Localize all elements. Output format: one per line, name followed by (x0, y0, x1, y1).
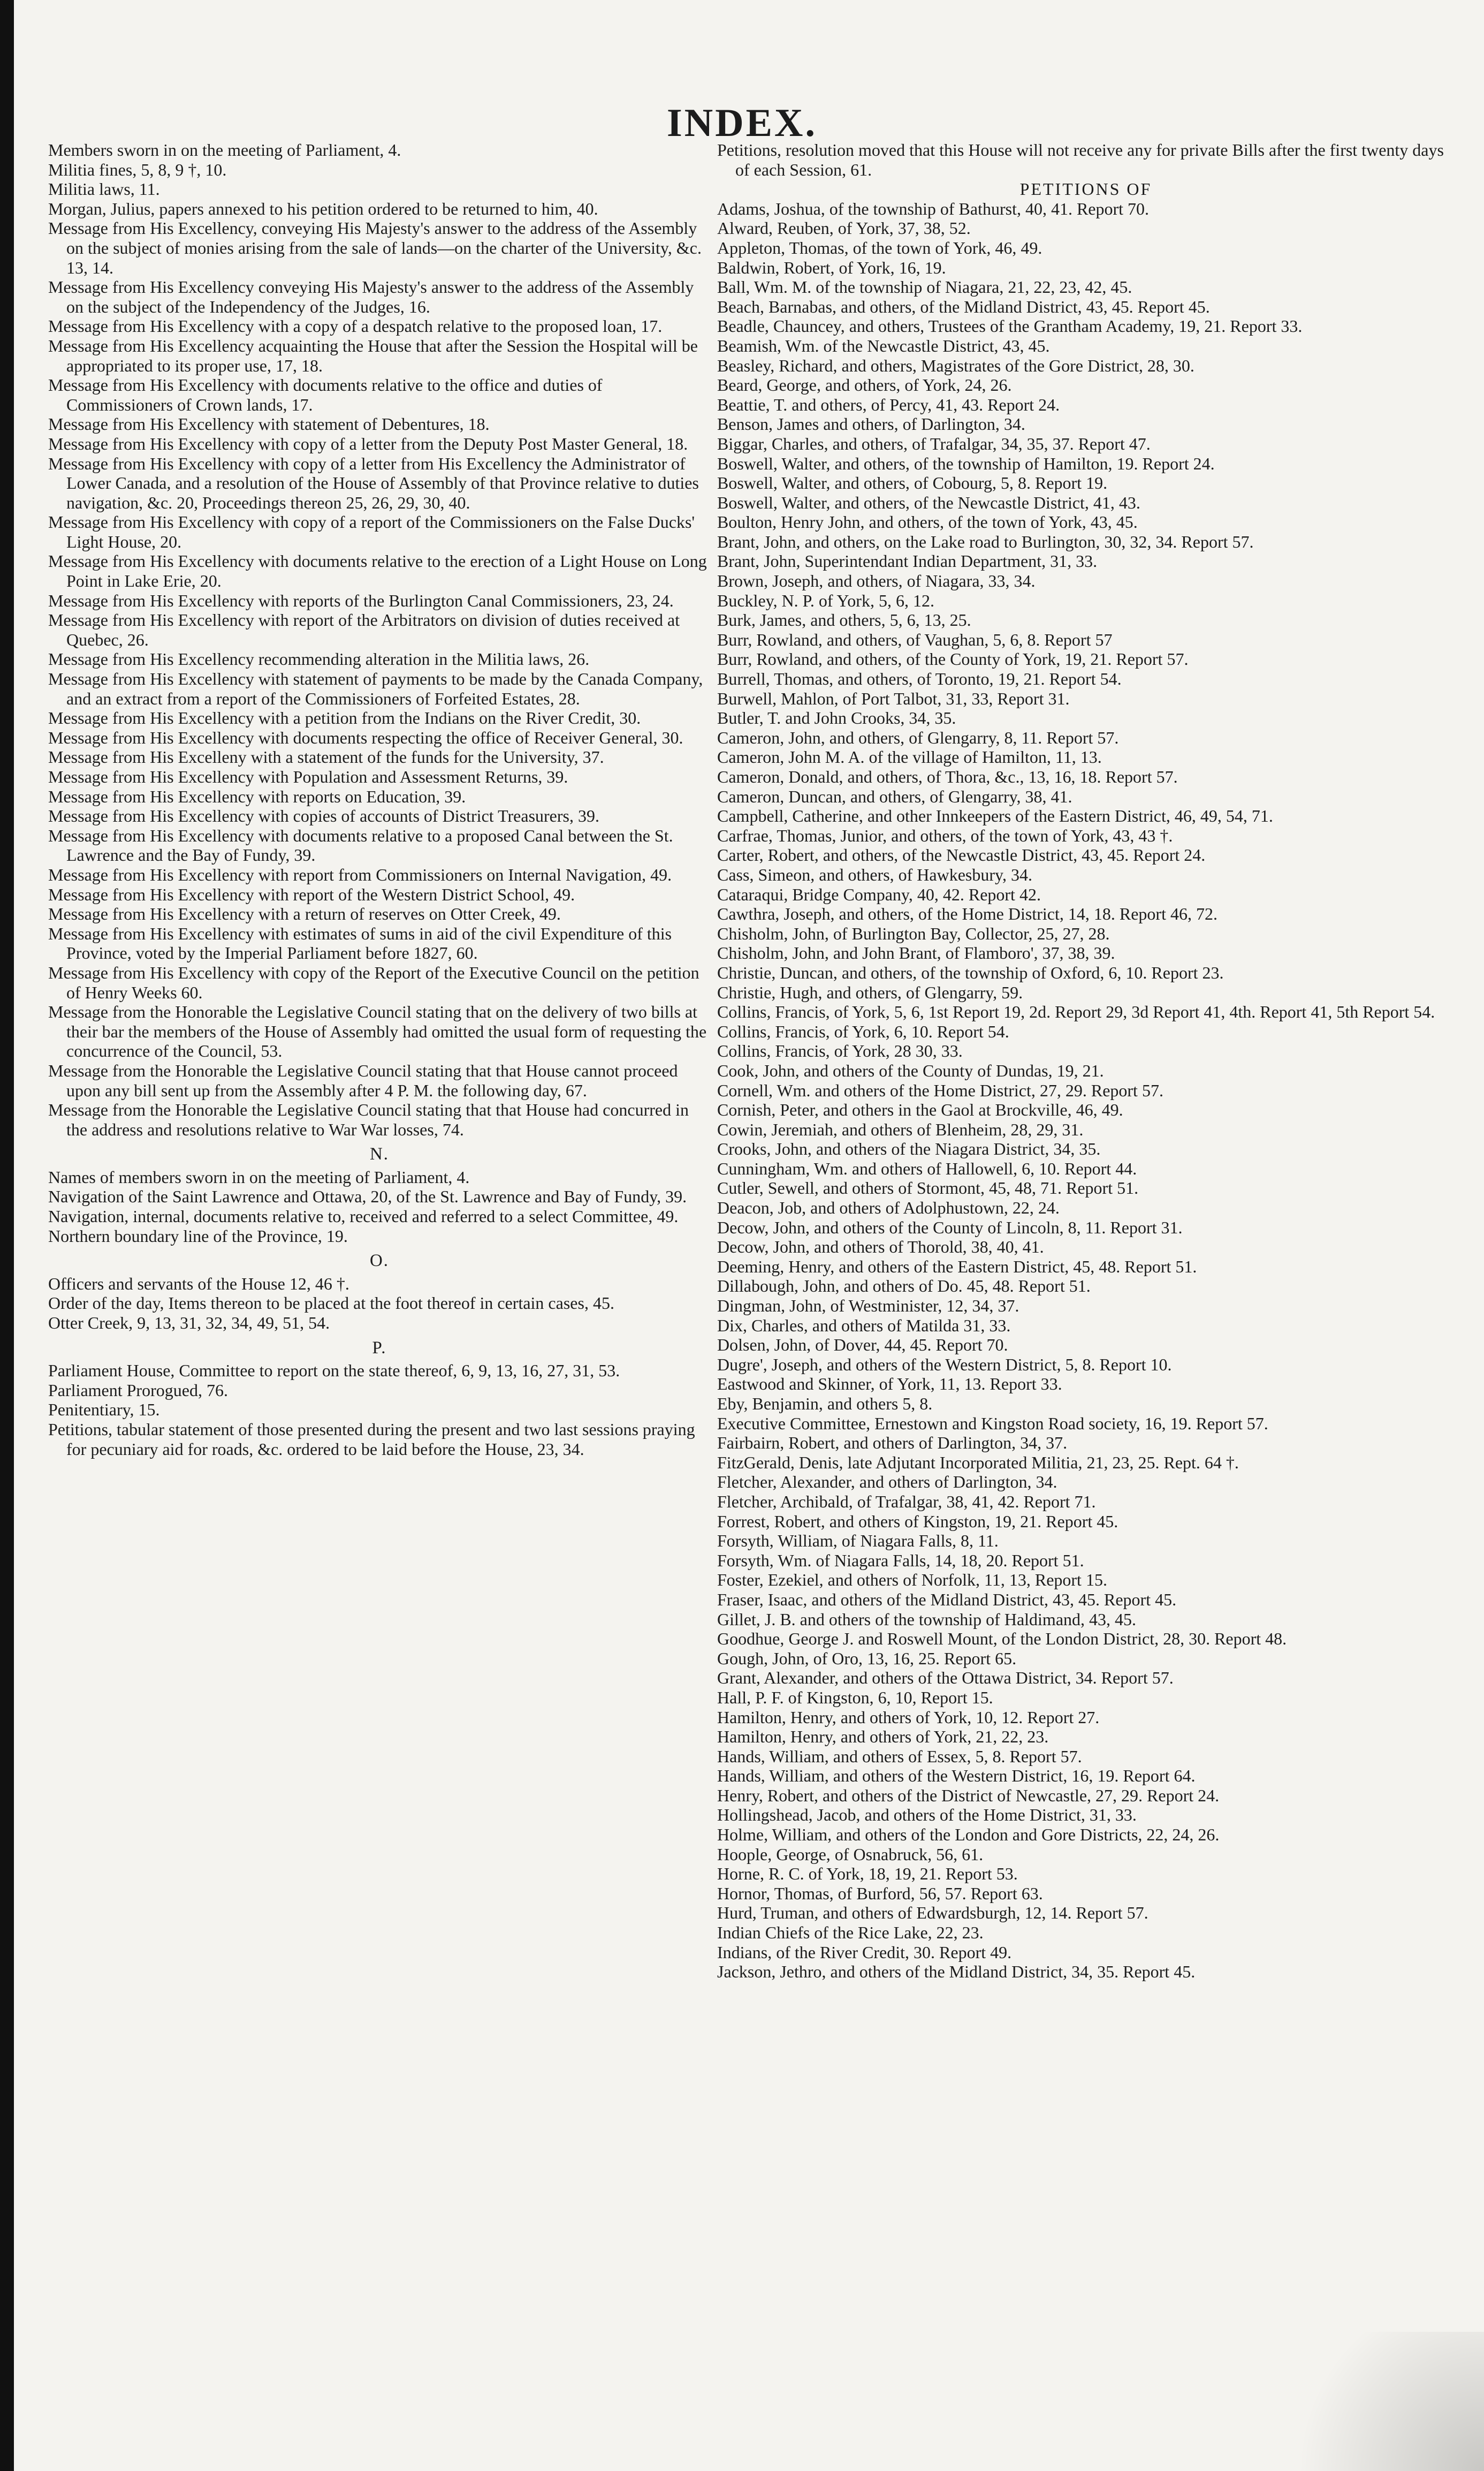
index-entry: Carter, Robert, and others, of the Newcastle District, 43, 45. Report 24. (717, 845, 1206, 865)
index-entry: Cunningham, Wm. and others of Hallowell, 6, 10. Report 44. (717, 1158, 1137, 1178)
index-entry: Message from His Excellency acquainting the House that after the Session the Hospital will be appropriated to its proper use, 17, 18. (48, 336, 698, 375)
index-entry: Foster, Ezekiel, and others of Norfolk, 11, 13, Report 15. (717, 1570, 1107, 1590)
index-entry: Hoople, George, of Osnabruck, 56, 61. (717, 1844, 984, 1864)
index-entry: Biggar, Charles, and others, of Trafalgar, 34, 35, 37. Report 47. (717, 434, 1151, 453)
index-entry: Hurd, Truman, and others of Edwardsburgh, 12, 14. Report 57. (717, 1903, 1148, 1923)
index-entry: Message from His Excellency with copies of accounts of District Treasurers, 39. (48, 806, 599, 826)
index-entry: Gillet, J. B. and others of the township of Haldimand, 43, 45. (717, 1609, 1137, 1629)
index-entry: Message from His Excellency with copy of a report of the Commissioners on the False Ducks' Light House, 20. (48, 512, 695, 551)
index-entry: Message from the Honorable the Legislative Council stating that that House cannot proceed upon any bill sent up from the Assembly after 4 P. M. the following day, 67. (48, 1060, 678, 1100)
index-entry: Message from His Excellency conveying His Majesty's answer to the address of the Assembly on the subject of the Independency of the Judges, 16. (48, 277, 694, 316)
index-entry: Dillabough, John, and others of Do. 45, 48. Report 51. (717, 1276, 1091, 1296)
index-entry: Chisholm, John, and John Brant, of Flamboro', 37, 38, 39. (717, 943, 1115, 963)
index-entry: Forsyth, Wm. of Niagara Falls, 14, 18, 20. Report 51. (717, 1550, 1084, 1570)
index-entry: Fairbairn, Robert, and others of Darlington, 34, 37. (717, 1433, 1068, 1453)
index-entry: Message from His Excellency with Population and Assessment Returns, 39. (48, 767, 568, 786)
index-entry: Baldwin, Robert, of York, 16, 19. (717, 257, 946, 277)
index-entry: Cataraqui, Bridge Company, 40, 42. Report 42. (717, 884, 1041, 904)
index-entry: Adams, Joshua, of the township of Bathurst, 40, 41. Report 70. (717, 199, 1150, 218)
index-entry: Cameron, John M. A. of the village of Hamilton, 11, 13. (717, 747, 1102, 767)
index-entry: Carfrae, Thomas, Junior, and others, of the town of York, 43, 43 †. (717, 825, 1173, 845)
index-entry: Message from His Excellency with documents respecting the office of Receiver General, 30. (48, 727, 683, 747)
section-letter: O. (369, 1251, 390, 1271)
index-entry: Christie, Duncan, and others, of the township of Oxford, 6, 10. Report 23. (717, 962, 1224, 982)
index-entry: Cornish, Peter, and others in the Gaol at Brockville, 46, 49. (717, 1100, 1123, 1120)
index-entry: Brown, Joseph, and others, of Niagara, 33, 34. (717, 571, 1036, 591)
index-entry: Otter Creek, 9, 13, 31, 32, 34, 49, 51, 54. (48, 1313, 330, 1333)
index-entry: Message from His Excellency with report of the Western District School, 49. (48, 884, 575, 904)
index-entry: Order of the day, Items thereon to be placed at the foot thereof in certain cases, 45. (48, 1293, 614, 1313)
index-entry: Hornor, Thomas, of Burford, 56, 57. Report 63. (717, 1883, 1043, 1903)
index-entry: Members sworn in on the meeting of Parliament, 4. (48, 140, 401, 160)
index-entry: Fletcher, Alexander, and others of Darlington, 34. (717, 1472, 1057, 1492)
index-entry: Parliament Prorogued, 76. (48, 1380, 228, 1400)
index-entry: Hamilton, Henry, and others of York, 21, 22, 23. (717, 1727, 1049, 1747)
index-entry: Message from the Honorable the Legislative Council stating that on the delivery of two bills at their bar the members of the House of Assembly had omitted the usual form of requesting the concurrence of the Council, 53. (48, 1002, 707, 1061)
index-entry: Message from His Excellency with copy of the Report of the Executive Council on the petition of Henry Weeks 60. (48, 962, 699, 1002)
index-entry: Message from His Excellency with reports of the Burlington Canal Commissioners, 23, 24. (48, 590, 674, 610)
index-entry: Hamilton, Henry, and others of York, 10, 12. Report 27. (717, 1707, 1100, 1727)
index-entry: Beamish, Wm. of the Newcastle District, 43, 45. (717, 336, 1050, 355)
index-entry: Burwell, Mahlon, of Port Talbot, 31, 33, Report 31. (717, 688, 1070, 708)
index-entry: Cowin, Jeremiah, and others of Blenheim, 28, 29, 31. (717, 1119, 1084, 1139)
index-entry: Deeming, Henry, and others of the Eastern District, 45, 48. Report 51. (717, 1256, 1197, 1276)
section-letter: N. (369, 1144, 390, 1164)
index-entry: Message from His Excellency with a return of reserves on Otter Creek, 49. (48, 904, 561, 924)
index-entry: Message from His Excellency, conveying His Majesty's answer to the address of the Assembly on the subject of monies arising from the sale of lands—on the charter of the University, &c. 13, 14. (48, 218, 702, 277)
index-entry: Crooks, John, and others of the Niagara District, 34, 35. (717, 1139, 1101, 1159)
index-entry: Collins, Francis, of York, 6, 10. Report 54. (717, 1021, 1009, 1041)
index-entry: Message from His Excellency with copy of a letter from His Excellency the Administrator of Lower Canada, and a resolution of the House of Assembly of that Province relative to duties navigation, &c. 20, Proceedings thereon 25, 26, 29, 30, 40. (48, 453, 699, 512)
index-entry: Horne, R. C. of York, 18, 19, 21. Report 53. (717, 1864, 1018, 1884)
index-entry: Message from His Excellency with report of the Arbitrators on division of duties received at Quebec, 26. (48, 610, 680, 649)
index-entry: Brant, John, and others, on the Lake road to Burlington, 30, 32, 34. Report 57. (717, 532, 1254, 551)
right-column (717, 140, 1455, 2431)
index-entry: Names of members sworn in on the meeting of Parliament, 4. (48, 1167, 470, 1187)
index-entry: Cameron, Duncan, and others, of Glengarry, 38, 41. (717, 786, 1072, 806)
index-entry: Henry, Robert, and others of the District of Newcastle, 27, 29. Report 24. (717, 1785, 1220, 1805)
index-entry: Eby, Benjamin, and others 5, 8. (717, 1394, 933, 1413)
index-entry: Executive Committee, Ernestown and Kingston Road society, 16, 19. Report 57. (717, 1413, 1268, 1433)
index-entry: Burrell, Thomas, and others, of Toronto, 19, 21. Report 54. (717, 669, 1122, 689)
index-entry: Navigation, internal, documents relative to, received and referred to a select Committee, 49. (48, 1207, 679, 1226)
index-entry: Goodhue, George J. and Roswell Mount, of the London District, 28, 30. Report 48. (717, 1629, 1287, 1649)
index-entry: Collins, Francis, of York, 28 30, 33. (717, 1041, 963, 1061)
index-entry: Hands, William, and others of Essex, 5, 8. Report 57. (717, 1746, 1082, 1766)
index-entry: Dix, Charles, and others of Matilda 31, 33. (717, 1315, 1011, 1335)
index-entry: Indian Chiefs of the Rice Lake, 22, 23. (717, 1923, 984, 1943)
index-entry: Parliament House, Committee to report on the state thereof, 6, 9, 13, 16, 27, 31, 53. (48, 1361, 620, 1381)
paper-stain (1259, 2332, 1484, 2471)
index-entry: Indians, of the River Credit, 30. Report 49. (717, 1942, 1012, 1962)
index-entry: Forsyth, William, of Niagara Falls, 8, 11. (717, 1531, 999, 1551)
index-entry: Boswell, Walter, and others, of Cobourg, 5, 8. Report 19. (717, 473, 1108, 493)
index-entry: Jackson, Jethro, and others of the Midland District, 34, 35. Report 45. (717, 1962, 1196, 1982)
index-entry: Boulton, Henry John, and others, of the town of York, 43, 45. (717, 512, 1138, 532)
index-entry: Decow, John, and others of the County of Lincoln, 8, 11. Report 31. (717, 1217, 1183, 1237)
index-entry: Eastwood and Skinner, of York, 11, 13. Report 33. (717, 1374, 1062, 1394)
index-entry: Cameron, Donald, and others, of Thora, &c., 13, 16, 18. Report 57. (717, 767, 1178, 786)
index-entry: Cawthra, Joseph, and others, of the Home District, 14, 18. Report 46, 72. (717, 904, 1217, 924)
index-entry: Officers and servants of the House 12, 46 †. (48, 1274, 349, 1293)
index-entry: Gough, John, of Oro, 13, 16, 25. Report 65. (717, 1648, 1017, 1668)
index-entry: Navigation of the Saint Lawrence and Ottawa, 20, of the St. Lawrence and Bay of Fundy, 39. (48, 1187, 687, 1207)
index-entry: Cass, Simeon, and others, of Hawkesbury, 34. (717, 865, 1032, 884)
index-entry: Campbell, Catherine, and other Innkeepers of the Eastern District, 46, 49, 54, 71. (717, 806, 1273, 826)
index-entry: Dingman, John, of Westminister, 12, 34, 37. (717, 1296, 1019, 1316)
index-entry: Northern boundary line of the Province, 19. (48, 1226, 348, 1246)
index-entry: Message from His Excellency with statement of Debentures, 18. (48, 414, 490, 434)
index-entry: Appleton, Thomas, of the town of York, 46, 49. (717, 238, 1042, 257)
index-entry: Message from the Honorable the Legislative Council stating that that House had concurred in the address and resolutions relative to War War losses, 74. (48, 1100, 689, 1139)
index-entry: Message from His Excellency with estimates of sums in aid of the civil Expenditure of this Province, voted by the Imperial Parliament before 1827, 60. (48, 923, 672, 963)
index-entry: Message from His Excellency with documents relative to the erection of a Light House on Long Point in Lake Erie, 20. (48, 551, 707, 591)
index-entry: Chisholm, John, of Burlington Bay, Collector, 25, 27, 28. (717, 923, 1110, 943)
page-binding-edge (0, 0, 14, 2471)
index-entry: Christie, Hugh, and others, of Glengarry, 59. (717, 982, 1023, 1002)
index-entry: Burr, Rowland, and others, of the County of York, 19, 21. Report 57. (717, 649, 1189, 669)
index-entry: Alward, Reuben, of York, 37, 38, 52. (717, 218, 971, 238)
index-entry: Message from His Excellency with statement of payments to be made by the Canada Company, and an extract from a report of the Commissioners of Forfeited Estates, 28. (48, 669, 703, 708)
index-entry: Brant, John, Superintendant Indian Department, 31, 33. (717, 551, 1098, 571)
index-entry: Dolsen, John, of Dover, 44, 45. Report 70. (717, 1335, 1008, 1355)
index-entry: Beach, Barnabas, and others, of the Midland District, 43, 45. Report 45. (717, 297, 1210, 316)
index-entry: Beattie, T. and others, of Percy, 41, 43. Report 24. (717, 395, 1060, 414)
index-entry: Message from His Excellency with a petition from the Indians on the River Credit, 30. (48, 708, 641, 728)
index-entry: Cutler, Sewell, and others of Stormont, 45, 48, 71. Report 51. (717, 1178, 1139, 1198)
index-entry: Militia fines, 5, 8, 9 †, 10. (48, 160, 227, 179)
index-entry: Message from His Excellency with copy of a letter from the Deputy Post Master General, 18. (48, 434, 688, 453)
index-entry: Message from His Excellency recommending alteration in the Militia laws, 26. (48, 649, 590, 669)
index-entry: Beasley, Richard, and others, Magistrates of the Gore District, 28, 30. (717, 355, 1194, 375)
index-entry: Morgan, Julius, papers annexed to his petition ordered to be returned to him, 40. (48, 199, 598, 218)
index-entry: Cook, John, and others of the County of Dundas, 19, 21. (717, 1060, 1104, 1080)
index-entry: Fraser, Isaac, and others of the Midland District, 43, 45. Report 45. (717, 1589, 1177, 1609)
index-entry: Decow, John, and others of Thorold, 38, 40, 41. (717, 1237, 1044, 1257)
index-entry: Burr, Rowland, and others, of Vaughan, 5, 6, 8. Report 57 (717, 630, 1113, 649)
index-entry: Buckley, N. P. of York, 5, 6, 12. (717, 590, 934, 610)
index-entry: Petitions, tabular statement of those presented during the present and two last sessions praying for pecuniary aid for roads, &c. ordered to be laid before the House, 23, 34. (48, 1420, 695, 1459)
section-letter: P. (372, 1338, 387, 1358)
index-entry: Cornell, Wm. and others of the Home District, 27, 29. Report 57. (717, 1080, 1163, 1100)
index-entry: Cameron, John, and others, of Glengarry, 8, 11. Report 57. (717, 727, 1119, 747)
index-entry: Ball, Wm. M. of the township of Niagara, 21, 22, 23, 42, 45. (717, 277, 1132, 297)
index-entry: Message from His Excellency with report from Commissioners on Internal Navigation, 49. (48, 865, 672, 884)
subheading: PETITIONS OF (1019, 179, 1152, 199)
index-entry: Message from His Excellency with a copy of a despatch relative to the proposed loan, 17. (48, 316, 663, 336)
index-entry: Message from His Excellency with documents relative to a proposed Canal between the St. Lawrence and the Bay of Fundy, 39. (48, 825, 673, 865)
index-entry: Message from His Excelleny with a statement of the funds for the University, 37. (48, 747, 604, 767)
index-entry: Benson, James and others, of Darlington, 34. (717, 414, 1025, 434)
index-entry: Collins, Francis, of York, 5, 6, 1st Report 19, 2d. Report 29, 3d Report 41, 4th. Report 41, 5th Report 54. (717, 1002, 1435, 1022)
page-title: INDEX. (667, 101, 817, 145)
left-column (48, 140, 711, 2431)
index-entry: Holme, William, and others of the London and Gore Districts, 22, 24, 26. (717, 1825, 1220, 1845)
index-entry: Grant, Alexander, and others of the Ottawa District, 34. Report 57. (717, 1668, 1174, 1688)
index-entry: Hollingshead, Jacob, and others of the Home District, 31, 33. (717, 1805, 1137, 1825)
index-entry: Burk, James, and others, 5, 6, 13, 25. (717, 610, 971, 630)
index-entry: Forrest, Robert, and others of Kingston, 19, 21. Report 45. (717, 1511, 1118, 1531)
index-entry: Fletcher, Archibald, of Trafalgar, 38, 41, 42. Report 71. (717, 1491, 1096, 1511)
index-entry: Dugre', Joseph, and others of the Western District, 5, 8. Report 10. (717, 1354, 1172, 1374)
index-entry: Penitentiary, 15. (48, 1400, 160, 1420)
index-entry: Deacon, Job, and others of Adolphustown, 22, 24. (717, 1198, 1060, 1218)
index-entry: Message from His Excellency with reports on Education, 39. (48, 786, 466, 806)
index-entry: Militia laws, 11. (48, 179, 160, 199)
index-entry: Boswell, Walter, and others, of the township of Hamilton, 19. Report 24. (717, 453, 1215, 473)
index-entry: Hall, P. F. of Kingston, 6, 10, Report 15. (717, 1687, 993, 1707)
index-entry: Beadle, Chauncey, and others, Trustees of the Grantham Academy, 19, 21. Report 33. (717, 316, 1303, 336)
index-entry: Butler, T. and John Crooks, 34, 35. (717, 708, 956, 728)
index-entry: Beard, George, and others, of York, 24, 26. (717, 375, 1012, 395)
index-entry: Boswell, Walter, and others, of the Newcastle District, 41, 43. (717, 492, 1140, 512)
index-entry: Message from His Excellency with documents relative to the office and duties of Commissioners of Crown lands, 17. (48, 375, 603, 414)
index-entry: Petitions, resolution moved that this House will not receive any for private Bills after the first twenty days of each Session, 61. (717, 140, 1444, 179)
index-entry: FitzGerald, Denis, late Adjutant Incorporated Militia, 21, 23, 25. Rept. 64 †. (717, 1452, 1239, 1472)
index-entry: Hands, William, and others of the Western District, 16, 19. Report 64. (717, 1766, 1196, 1786)
